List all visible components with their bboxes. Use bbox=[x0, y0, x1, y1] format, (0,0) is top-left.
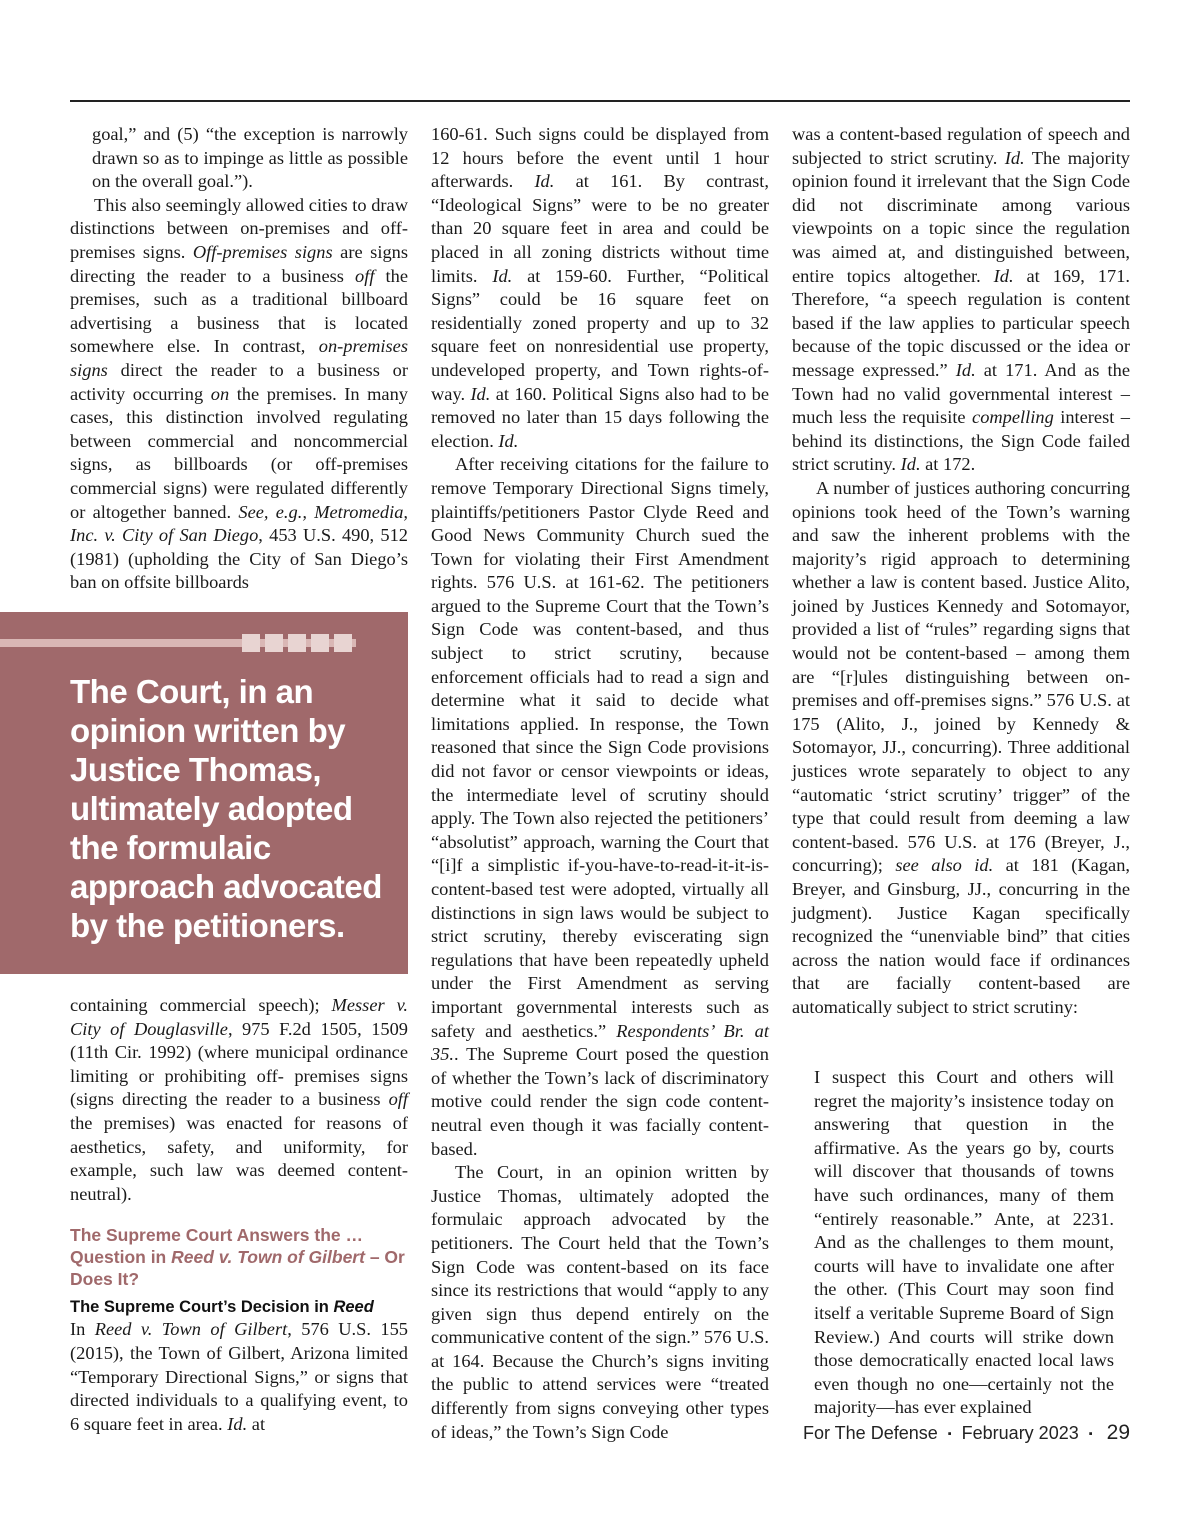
section-heading: The Supreme Court Answers the … Question in Reed v. Town of Gilbert – Or Does It? bbox=[70, 1225, 405, 1290]
paragraph: This also seemingly allowed cities to draw distinctions between on-premises and off- premises signs. Off-premises signs are signs directing the reader to a business off the premises, such as a traditional billboard advertising a business that is located somewhere else. In contrast, on-premises signs direct the reader to a business or activity occurring on the premises. In many cases, this distinction involved regulating between commercial and noncommercial signs, as billboards (or off-premises commercial signs) were regulated differently or altogether banned. See, e.g., Metromedia, Inc. v. City of San Diego, 453 U.S. 490, 512 (1981) (upholding the City of San Diego’s ban on offsite billboards bbox=[70, 194, 408, 593]
pull-quote-text: The Court, in an opinion written by Justice Thomas, ultimately adopted the formulaic approach advocated by the petitioners. bbox=[70, 673, 382, 944]
page-number: 29 bbox=[1106, 1421, 1130, 1444]
paragraph: In Reed v. Town of Gilbert, 576 U.S. 155 (2015), the Town of Gilbert, Arizona limited “Temporary Directional Signs,” or signs that directed individuals to a qualifying event, to 6 square feet in area. Id. at bbox=[70, 1319, 408, 1434]
paragraph: A number of justices authoring concurring opinions took heed of the Town’s warning and saw the inherent problems with the majority’s rigid approach to determining whether a law is content based. Justice Alito, joined by Justices Kennedy and Sotomayor, provided a list of “rules” regarding signs that would not be content-based – among them are “[r]ules distinguishing between on-premises and off-premises signs.” 576 U.S. at 175 (Alito, J., joined by Kennedy & Sotomayor, JJ., concurring). Three additional justices wrote separately to object to any “automatic ‘strict scrutiny’ trigger” of the type that could result from deeming a law content-based. 576 U.S. at 176 (Breyer, J., concurring); see also id. at 181 (Kagan, Breyer, and Ginsburg, JJ., concurring in the judgment). Justice Kagan specifically recognized the “unenviable bind” that cities across the nation would face if ordinances that are facially content-based are automatically subject to strict scrutiny: bbox=[792, 477, 1130, 1017]
issue-date: February 2023 bbox=[961, 1423, 1079, 1443]
subsection-heading: The Supreme Court’s Decision in Reed bbox=[70, 1298, 374, 1317]
paragraph: After receiving citations for the failure to remove Temporary Directional Signs timely, plaintiffs/petitioners Pastor Clyde Reed and Good News Community Church sued the Town for violating their First Amendment rights. 576 U.S. at 161-62. The petitioners argued to the Supreme Court that the Town’s Sign Code was content-based, and thus subject to strict scrutiny, because enforcement officials had to read a sign and determine what it said to decide what limitations applied. In response, the Town reasoned that since the Sign Code provisions did not favor or censor viewpoints or ideas, the intermediate level of scrutiny should apply. The Town also rejected the petitioners’ “absolutist” approach, warning the Court that “[i]f a simplistic if-you-have-to-read-it-it-is-content-based test were adopted, virtually all distinctions in sign laws would be subject to strict scrutiny, thereby eviscerating sign regulations that have been repeatedly upheld under the First Amendment as serving important governmental interests such as safety and aesthetics.” Respondents’ Br. at 35.. The Supreme Court posed the question of whether the Town’s lack of discriminatory motive could render the sign code content-neutral even though it was facially content-based. bbox=[431, 454, 769, 1159]
paragraph: was a content-based regulation of speech and subjected to strict scrutiny. Id. The majority opinion found it irrelevant that the Sign Code did not discriminate among various viewpoints on a topic since the regulation was aimed at, and distinguished between, entire topics altogether. Id. at 169, 171. Therefore, “a speech regulation is content based if the law applies to particular speech because of the topic discussed or the idea or message expressed.” Id. at 171. And as the Town had no valid governmental interest – much less the requisite compelling interest – behind its distinctions, the Sign Code failed strict scrutiny. Id. at 172. bbox=[792, 124, 1130, 475]
top-rule bbox=[70, 100, 1130, 102]
paragraph: 160-61. Such signs could be displayed from 12 hours before the event until 1 hour afterwards. Id. at 161. By contrast, “Ideological Signs” were to be no greater than 20 square feet in area and could be placed in all zoning districts without time limits. Id. at 159-60. Further, “Political Signs” could be 16 square feet on residentially zoned property and up to 32 square feet on nonresidential use property, undeveloped property, and Town rights-of-way. Id. at 160. Political Signs also had to be removed no later than 15 days following the election. Id. bbox=[431, 124, 769, 451]
footer-separator: ▪ bbox=[1088, 1428, 1093, 1440]
decorative-squares bbox=[242, 634, 352, 652]
paragraph: goal,” and (5) “the exception is narrowly drawn so as to impinge as little as possible on the overall goal.”). bbox=[92, 124, 408, 192]
left-column-bottom bbox=[70, 994, 408, 1436]
middle-column bbox=[431, 123, 769, 1444]
publication-name: For The Defense bbox=[803, 1423, 938, 1443]
left-column-top bbox=[70, 123, 408, 595]
pull-quote-box bbox=[0, 612, 408, 974]
paragraph: The Court, in an opinion written by Justice Thomas, ultimately adopted the formulaic approach advocated by the petitioners. The Court held that the Town’s Sign Code was content-based on its face since its restrictions that would “apply to any given sign thus depend entirely on the communicative content of the sign.” 576 U.S. at 164. Because the Church’s signs inviting the public to attend services were “treated differently from signs conveying other types of ideas,” the Town’s Sign Code bbox=[431, 1162, 769, 1442]
footer-separator: ▪ bbox=[947, 1428, 952, 1440]
block-quote: I suspect this Court and others will regret the majority’s insistence today on answering that question in the affirmative. As the years go by, courts will discover that thousands of towns have such ordinances, many of them “entirely reasonable.” Ante, at 2231. And as the challenges to them mount, courts will have to invalidate one after the other. (This Court may soon find itself a veritable Supreme Board of Sign Review.) And courts will strike down those democratically enacted local laws even though no one—certainly not the majority—has ever explained bbox=[814, 1067, 1114, 1418]
right-column bbox=[792, 123, 1130, 1020]
page-footer bbox=[803, 1421, 1130, 1445]
paragraph: containing commercial speech); Messer v. City of Douglasville, 975 F.2d 1505, 1509 (11th Cir. 1992) (where municipal ordinance limiting or prohibiting off- premises signs (signs directing the reader to a business off the premises) was enacted for reasons of aesthetics, safety, and uniformity, for example, such law was deemed content-neutral). bbox=[70, 995, 409, 1204]
